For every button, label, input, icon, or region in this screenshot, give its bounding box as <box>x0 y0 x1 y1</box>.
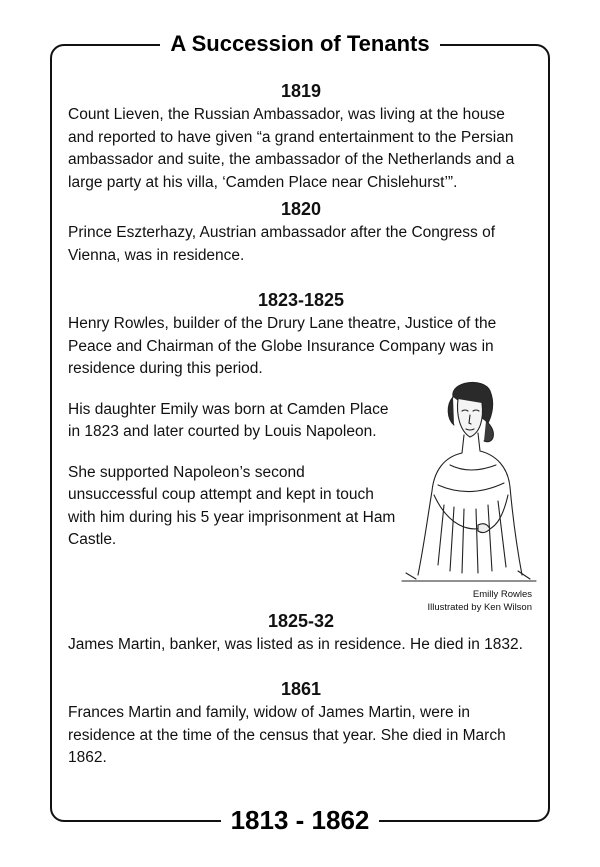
date-range-band <box>0 802 600 838</box>
entry-1825-text: James Martin, banker, was listed as in residence. He died in 1832. <box>68 635 523 653</box>
caption-credit: Illustrated by Ken Wilson <box>427 602 532 613</box>
entry-1820-text: Prince Eszterhazy, Austrian ambassador after the Congress of Vienna, was in residence. <box>68 224 496 264</box>
entry-1861-text: Frances Martin and family, widow of James Martin, were in residence at the time of the census that year. She died in March 1862. <box>68 704 506 766</box>
date-range: 1813 - 1862 <box>221 805 380 835</box>
year-heading-1820: 1820 <box>280 199 322 219</box>
caption-subject: Emilly Rowles <box>472 589 532 600</box>
emily-rowles-portrait <box>398 375 540 583</box>
year-heading-1819: 1819 <box>280 81 322 101</box>
page-title-band <box>0 29 600 59</box>
entry-1823-text-2: His daughter Emily was born at Camden Place in 1823 and later courted by Louis Napoleon. <box>68 400 389 440</box>
year-heading-1861: 1861 <box>280 679 322 699</box>
year-heading-1825-32: 1825-32 <box>267 610 335 631</box>
entry-1819-text: Count Lieven, the Russian Ambassador, was living at the house and reported to have given “a grand entertainment to the Persian ambassador and suite, the ambassador of the Netherlands and a large party at his villa, ‘Camden Place near Chislehurst’”. <box>68 106 515 191</box>
illustration-caption <box>427 588 532 614</box>
year-heading-1823-1825: 1823-1825 <box>257 290 345 310</box>
entry-1823-text-3: She supported Napoleon’s second unsuccessful coup attempt and kept in touch with him during his 5 year imprisonment at Ham Castle. <box>68 463 396 548</box>
entry-1823-text-1: Henry Rowles, builder of the Drury Lane theatre, Justice of the Peace and Chairman of the Globe Insurance Company was in residence during this period. <box>68 315 497 377</box>
page-title: A Succession of Tenants <box>160 31 439 56</box>
